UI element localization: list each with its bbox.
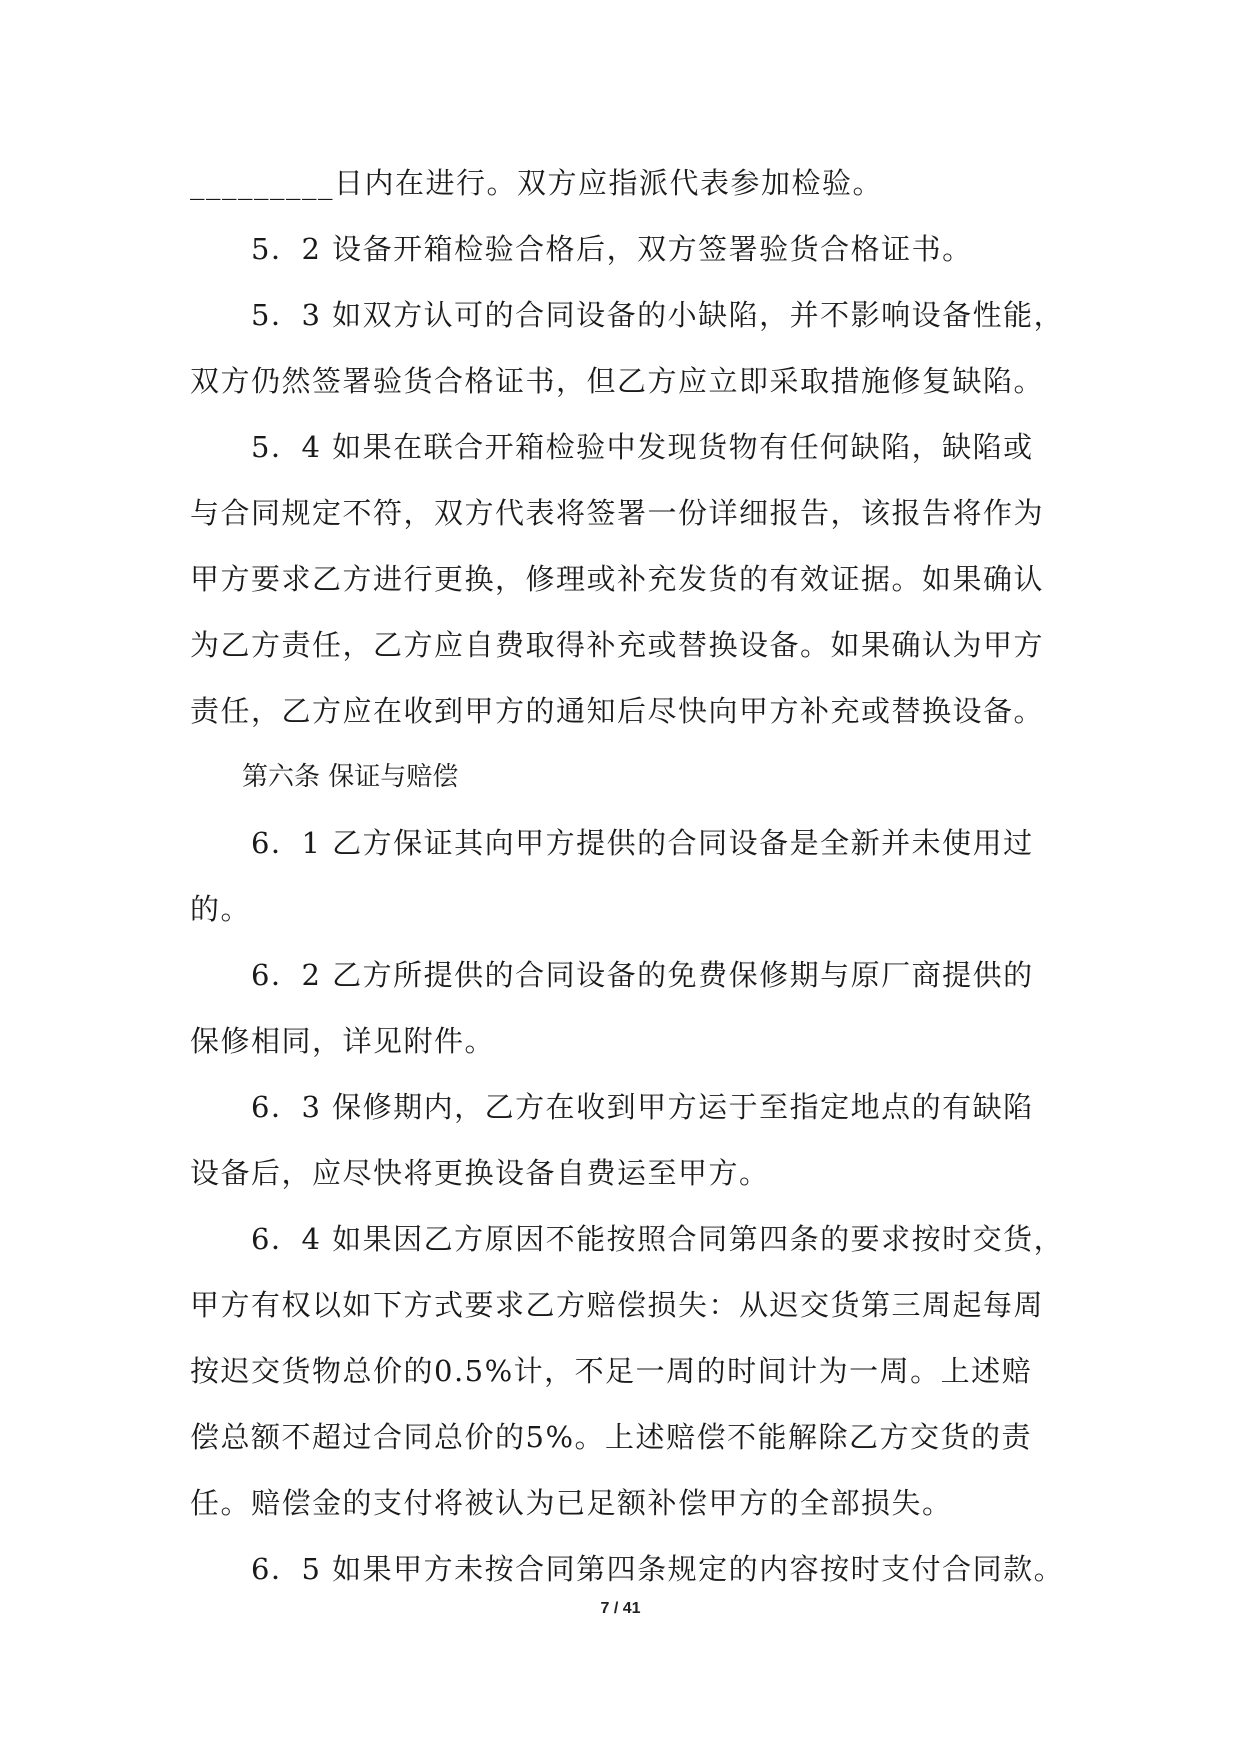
text-line: 5．4 如果在联合开箱检验中发现货物有任何缺陷，缺陷或 xyxy=(190,430,1034,464)
text-line: 保修相同，详见附件。 xyxy=(190,1024,496,1058)
text-line: 6．2 乙方所提供的合同设备的免费保修期与原厂商提供的 xyxy=(190,958,1034,992)
text-line: 按迟交货物总价的0.5%计，不足一周的时间计为一周。上述赔 xyxy=(190,1354,1033,1388)
text-line: 5．2 设备开箱检验合格后，双方签署验货合格证书。 xyxy=(190,232,973,266)
text-line: 6．3 保修期内，乙方在收到甲方运于至指定地点的有缺陷 xyxy=(190,1090,1034,1124)
text-line: 甲方有权以如下方式要求乙方赔偿损失：从迟交货第三周起每周 xyxy=(190,1288,1045,1322)
section-heading: 第六条 保证与赔偿 xyxy=(190,762,459,792)
text-line: _________日内在进行。双方应指派代表参加检验。 xyxy=(190,166,884,200)
text-line: 6．4 如果因乙方原因不能按照合同第四条的要求按时交货， xyxy=(190,1222,1065,1256)
text-line: 设备后，应尽快将更换设备自费运至甲方。 xyxy=(190,1156,770,1190)
text-line: 5．3 如双方认可的合同设备的小缺陷，并不影响设备性能， xyxy=(190,298,1065,332)
text-line: 责任，乙方应在收到甲方的通知后尽快向甲方补充或替换设备。 xyxy=(190,694,1045,728)
text-line: 6．1 乙方保证其向甲方提供的合同设备是全新并未使用过 xyxy=(190,826,1034,860)
text-line: 任。赔偿金的支付将被认为已足额补偿甲方的全部损失。 xyxy=(190,1486,953,1520)
text-line: 为乙方责任，乙方应自费取得补充或替换设备。如果确认为甲方 xyxy=(190,628,1045,662)
text-line: 的。 xyxy=(190,892,252,926)
text-line: 与合同规定不符，双方代表将签署一份详细报告，该报告将作为 xyxy=(190,496,1045,530)
text-line: 偿总额不超过合同总价的5%。上述赔偿不能解除乙方交货的责 xyxy=(190,1420,1033,1454)
text-line: 6．5 如果甲方未按合同第四条规定的内容按时支付合同款。 xyxy=(190,1552,1065,1586)
text-line: 双方仍然签署验货合格证书，但乙方应立即采取措施修复缺陷。 xyxy=(190,364,1045,398)
text-line: 甲方要求乙方进行更换，修理或补充发货的有效证据。如果确认 xyxy=(190,562,1045,596)
document-body xyxy=(190,150,1065,1602)
page-number: 7 / 41 xyxy=(600,1600,641,1617)
